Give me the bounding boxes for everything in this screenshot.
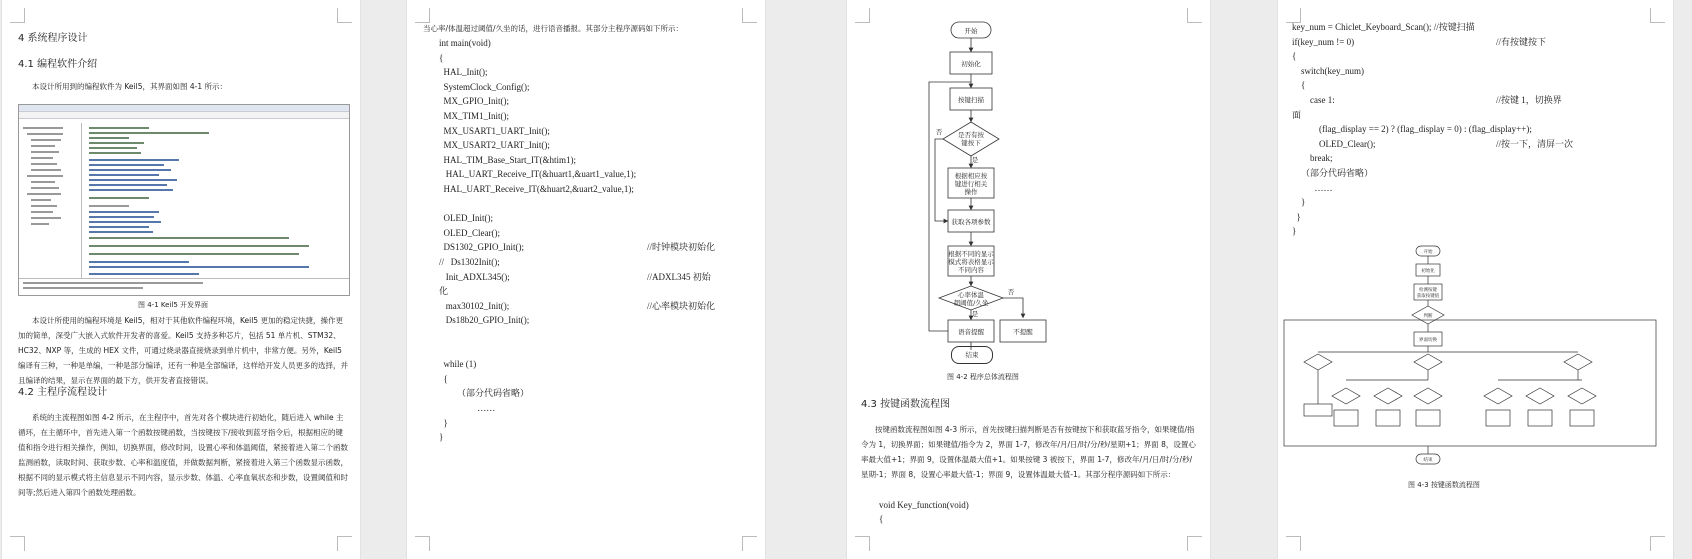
code-editor: [83, 123, 349, 279]
key-flow-init: 初始化: [1421, 269, 1435, 274]
code-line: }: [1292, 197, 1306, 208]
code-line: Init_ADXL345();: [439, 271, 510, 282]
flow-display-label-2: 模式将表格显示: [948, 258, 994, 266]
code-line: Ds18b20_GPIO_Init();: [439, 315, 530, 326]
code-line: {: [439, 373, 448, 384]
code-line: HAL_UART_Receive_IT(&huart1,&uart1_value,1);: [439, 169, 637, 180]
crop-mark: [10, 536, 25, 551]
code-line: switch(key_num): [1292, 65, 1364, 76]
section-4-title: 4 系统程序设计: [18, 33, 88, 44]
code-line: case 1:: [1292, 95, 1335, 105]
code-comment: //时钟模块初始化: [647, 242, 716, 253]
code-line: MX_USART2_UART_Init();: [439, 140, 550, 151]
flow-scan-label: 按键扫描: [958, 96, 984, 104]
code-line: {: [879, 514, 884, 524]
code-line: MX_GPIO_Init();: [439, 96, 509, 107]
code-line: break;: [1292, 153, 1333, 164]
flow-start-label: 开始: [964, 27, 978, 35]
key-flow-end: 结束: [1423, 458, 1433, 463]
crop-mark: [415, 8, 430, 23]
code-line: }: [1292, 211, 1301, 222]
code-comment: //有按键按下: [1496, 36, 1547, 47]
code-comment: //按键 1，切换界: [1496, 95, 1562, 105]
flow-init-label: 初始化: [961, 60, 981, 68]
code-line: }: [439, 417, 448, 428]
crop-mark: [337, 536, 352, 551]
code-line: 化: [439, 286, 449, 297]
code-line: void Key_function(void): [879, 500, 969, 510]
main-flow-paragraph: 系统的主流程图如图 4-2 所示，在主程序中，首先对各个模块进行初始化，随后进入 while 主循环，在主循环中，首先进入第一个函数按键函数，当按键按下/接收到蓝牙指令后，根据相应的键值和指令进行相关操作，例如，切换界面，修改时间，设置心率和体温阈值，紧接着进入第二个函数监测函数，读取时间、获取步数、心率和温度值，并做数据判断，紧接着进入第三个函数显示函数，根据不同的显示模式将主信息显示不同内容，显示步数、体温、心率血氧状态和步数，设置阈值和时间等;然后进入第四个函数处理函数。: [18, 413, 348, 497]
document-page-3: [847, 0, 1210, 559]
key-flow-switch: 界面切换: [1419, 338, 1437, 343]
code-line: OLED_Init();: [439, 213, 493, 224]
code-line: （部分代码省略）: [439, 388, 530, 399]
code-line: key_num = Chiclet_Keyboard_Scan(); //按键扫描: [1292, 22, 1475, 32]
flow-get-label: 获取各项参数: [951, 218, 991, 226]
crop-mark: [1650, 8, 1665, 23]
code-line: // Ds1302Init();: [439, 257, 500, 267]
code-line: }: [439, 432, 444, 443]
code-line: HAL_TIM_Base_Start_IT(&htim1);: [439, 154, 576, 165]
crop-mark: [1650, 536, 1665, 551]
key-flow-paragraph: 按键函数流程图如图 4-3 所示，首先按键扫描判断是否有按键按下和获取蓝牙指令，如果键值/指令为 1，切换界面；如果键值/指令为 2，界面 1-7，修改年/月/日/时/分/秒/星期+1；界面 8，设置心率最大值+1；界面 9，设置体温最大值+1。如果按键 3 被按下，界面 1-7，修改年/月/日/时/分/秒/星期-1；界面 8，设置心率最大值-1；界面 9，设置体温最大值-1。其部分程序源码如下所示：: [861, 425, 1196, 479]
flow-noalert-label: 不提醒: [1013, 328, 1033, 336]
intro-line: 当心率/体温超过阈值/久坐的话，进行语音播报。其部分主程序源码如下所示：: [423, 24, 684, 33]
keil-paragraph: 本设计所使用的编程环境是 Keil5，相对于其他软件编程环境，Keil5 更加的稳定快捷，操作更加的简单，深受广大嵌入式软件开发者的喜爱。Keil5 支持多种芯片，包括 51 单片机、STM32、HC32、NXP 等，生成的 HEX 文件，可通过烧录器直接烧录到单片机中，非常方便。另外，Keil5 编译有三种，一种是单编，一种是部分编译，还有一种是全部编译，这样给开发人员更多的选择，并且编译的结果，显示在界面的最下方，供开发者直接错误。: [18, 316, 348, 385]
key-flow-scan-1: 检测按键: [1419, 288, 1437, 293]
key-flow-scan-2: 获取按键值: [1416, 294, 1440, 299]
flow-decision-label-2: 键按下: [961, 139, 981, 147]
code-line: {: [1292, 51, 1297, 62]
crop-mark: [10, 8, 25, 23]
crop-mark: [855, 536, 870, 551]
code-line: {: [439, 52, 444, 63]
keil-ide-screenshot: [18, 104, 350, 296]
flow-yes-label: 是: [971, 156, 979, 164]
flow-no-label: 否: [935, 128, 943, 136]
code-line: if(key_num != 0): [1292, 36, 1355, 47]
build-output: [19, 278, 349, 295]
section-4-3-title: 4.3 按键函数流程图: [861, 399, 951, 410]
crop-mark: [742, 536, 757, 551]
flow-display-label-3: 不同内容: [958, 266, 984, 274]
flow-decision-label-1: 是否有按: [958, 131, 984, 139]
flow-voice-label: 语音提醒: [958, 328, 984, 336]
crop-mark: [415, 536, 430, 551]
flow-end: 结束: [951, 346, 993, 364]
code-line: while (1): [439, 359, 477, 370]
code-line: ……: [1292, 182, 1333, 193]
figure-4-1-caption: 图 4-1 Keil5 开发界面: [138, 301, 208, 309]
code-line: ……: [439, 403, 496, 413]
flow-handle-label-3: 操作: [964, 188, 978, 196]
code-comment: //心率模块初始化: [647, 300, 716, 311]
code-line: (flag_display == 2) ? (flag_display = 0) : (flag_display++);: [1292, 124, 1532, 135]
flow-threshold-label-1: 心率体温: [958, 291, 984, 299]
document-page-2: [407, 0, 765, 559]
code-line: MX_USART1_UART_Init();: [439, 125, 550, 136]
document-page-1: [2, 0, 360, 559]
code-line: （部分代码省略）: [1292, 168, 1374, 178]
figure-4-2-caption: 图 4-2 程序总体流程图: [947, 373, 1019, 381]
code-line: HAL_UART_Receive_IT(&huart2,&uart2_value,1);: [439, 184, 634, 194]
code-line: {: [1292, 80, 1306, 91]
section-4-1-text: 本设计所用到的编程软件为 Keil5，其界面如图 4-1 所示：: [32, 82, 227, 91]
key-flow-judge: 判断: [1423, 314, 1433, 319]
key-flow-start: 开始: [1423, 250, 1433, 255]
code-line: MX_TIM1_Init();: [439, 111, 509, 121]
code-comment: //ADXL345 初始: [647, 271, 711, 282]
main-flowchart: [847, 0, 1210, 350]
figure-4-3-caption: 图 4-3 按键函数流程图: [1408, 481, 1480, 489]
crop-mark: [1187, 536, 1202, 551]
crop-mark: [337, 8, 352, 23]
code-line: int main(void): [439, 38, 491, 48]
crop-mark: [1286, 536, 1301, 551]
code-line: HAL_Init();: [439, 67, 488, 78]
code-line: }: [1292, 226, 1297, 237]
code-line: 面: [1292, 109, 1302, 120]
crop-mark: [742, 8, 757, 23]
code-comment: //按一下，清屏一次: [1496, 138, 1574, 149]
flow-no-label-2: 否: [1007, 288, 1015, 296]
code-line: SystemClock_Config();: [439, 81, 530, 92]
document-page-4: [1278, 0, 1673, 559]
flow-threshold-label-2: 超阈值/久坐: [953, 299, 989, 307]
flow-handle-label-2: 键进行相关: [954, 180, 988, 188]
code-line: OLED_Clear();: [1292, 138, 1376, 149]
section-4-2-title: 4.2 主程序流程设计: [18, 387, 108, 398]
code-line: max30102_Init();: [439, 300, 510, 311]
code-line: OLED_Clear();: [439, 227, 500, 238]
section-4-1-title: 4.1 编程软件介绍: [18, 59, 98, 70]
project-tree: [19, 123, 82, 279]
flow-display-label-1: 根据不同的显示: [948, 250, 994, 258]
flow-yes-label-2: 是: [971, 310, 979, 318]
flow-handle-label-1: 根据相应按: [954, 172, 988, 180]
code-line: DS1302_GPIO_Init();: [439, 242, 524, 253]
key-flowchart: [1278, 240, 1673, 480]
